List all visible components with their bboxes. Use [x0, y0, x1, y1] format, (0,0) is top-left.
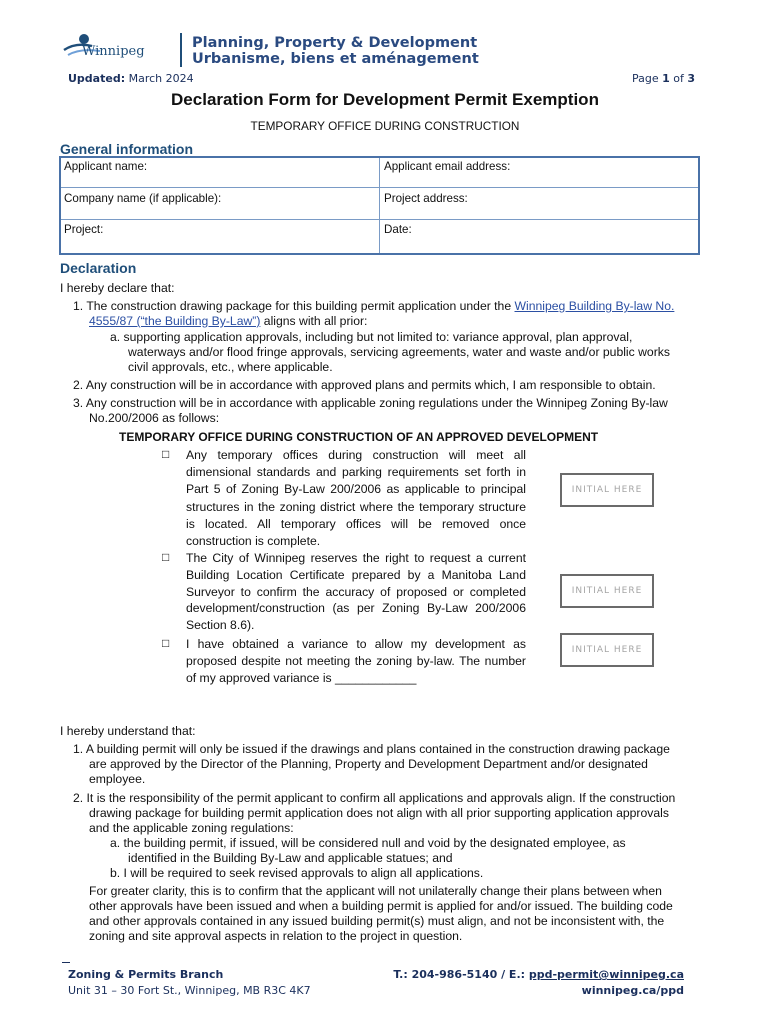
building-bylaw-link-cont[interactable]: 4555/87 (“the Building By-Law”) [89, 314, 261, 328]
city-logo [62, 30, 174, 66]
date-field[interactable]: Date: [384, 223, 412, 236]
understand-item-2a: a. the building permit, if issued, will be considered null and void by the designated employee, as [110, 836, 626, 850]
footer-website[interactable]: winnipeg.ca/ppd [581, 984, 684, 997]
declaration-heading: Declaration [60, 260, 137, 276]
general-info-heading: General information [60, 141, 194, 157]
footer-email-link[interactable]: ppd-permit@winnipeg.ca [528, 968, 684, 981]
declare-item-1a-l2: waterways and/or flood fringe approvals, servicing agreements, water and waste and/or public works [128, 345, 670, 359]
declare-item-2: 2. Any construction will be in accordance with approved plans and permits which, I am responsible to obtain. [73, 378, 656, 392]
clarity-l2: other approvals have been issued and when a building permit is applied for and/or issued. The building code [89, 899, 673, 913]
checkbox-3[interactable]: □ [162, 636, 170, 650]
table-col-divider [379, 158, 380, 253]
footer-branch: Zoning & Permits Branch [68, 968, 224, 981]
footer-rule [62, 962, 70, 963]
check-2-text: The City of Winnipeg reserves the right to request a current Building Location Certificate prepared by a Manitoba Land Surveyor to confirm the accuracy of proposed or completed development/construction (as per Zoning By-Law 200/2006 Section 8.6). [186, 551, 526, 633]
building-bylaw-link[interactable]: Winnipeg Building By-law No. [514, 299, 675, 313]
page-subtitle: TEMPORARY OFFICE DURING CONSTRUCTION [250, 119, 520, 133]
project-field[interactable]: Project: [64, 223, 104, 236]
clarity-l1: For greater clarity, this is to confirm that the applicant will not unilaterally change their plans between when [89, 884, 662, 898]
check-1-text: Any temporary offices during construction will meet all dimensional standards and parking requirements set forth in Part 5 of Zoning By-Law 200/2006 as applicable to principal structures in the zoning district where the temporary structure is located. All temporary offices will be removed once construction is complete. [186, 448, 526, 549]
header-divider [180, 33, 182, 67]
declare-item-1a-l3: civil approvals, etc., where applicable. [128, 360, 333, 374]
dept-name-en: Planning, Property & Development [192, 35, 478, 51]
declare-item-3-l2: No.200/2006 as follows: [89, 411, 220, 425]
initial-here-box-2[interactable]: INITIAL HERE [560, 574, 654, 608]
company-name-field[interactable]: Company name (if applicable): [64, 192, 222, 205]
understand-item-1: 1. A building permit will only be issued if the drawings and plans contained in the construction drawing package [73, 742, 670, 756]
declare-item-1-cont: 4555/87 (“the Building By-Law”) aligns with all prior: [89, 314, 368, 328]
declare-item-3: 3. Any construction will be in accordance with applicable zoning regulations under the Winnipeg Zoning By-law [73, 396, 668, 410]
understand-item-1-l2: are approved by the Director of the Planning, Property and Development Department and/or designated [89, 757, 648, 771]
checkbox-1[interactable]: □ [162, 447, 170, 461]
applicant-name-field[interactable]: Applicant name: [64, 160, 148, 173]
understand-item-2a-l2: identified in the Building By-Law and applicable statues; and [128, 851, 453, 865]
declare-intro: I hereby declare that: [60, 281, 175, 295]
project-address-field[interactable]: Project address: [384, 192, 468, 205]
checkbox-2[interactable]: □ [162, 550, 170, 564]
declare-item-1a: a. supporting application approvals, including but not limited to: variance approval, plan approval, [110, 330, 633, 344]
understand-item-2-l2: drawing package for building permit application does not align with all prior supporting application approvals [89, 806, 669, 820]
dept-name-fr: Urbanisme, biens et aménagement [192, 51, 479, 67]
declare-item-1: 1. The construction drawing package for this building permit application under the Winnipeg Building By-law No. [73, 299, 675, 313]
temporary-office-heading: TEMPORARY OFFICE DURING CONSTRUCTION OF AN APPROVED DEVELOPMENT [119, 430, 599, 444]
clarity-l4: zoning and site approval aspects in relation to the project in question. [89, 929, 463, 943]
understand-item-2-l3: and the applicable zoning regulations: [89, 821, 294, 835]
check-3-text: I have obtained a variance to allow my development as proposed despite not meeting the zoning by-law. The number of my approved variance is ____________ [186, 637, 526, 685]
initial-here-box-3[interactable]: INITIAL HERE [560, 633, 654, 667]
footer-address: Unit 31 – 30 Fort St., Winnipeg, MB R3C 4K7 [68, 984, 311, 997]
clarity-l3: and other approvals contained in any issued building permit(s) must align, and not be inconsistent with, the [89, 914, 665, 928]
page-title: Declaration Form for Development Permit Exemption [171, 90, 599, 109]
understand-item-1-l3: employee. [89, 772, 146, 786]
understand-intro: I hereby understand that: [60, 724, 196, 738]
understand-item-2: 2. It is the responsibility of the permit applicant to confirm all applications and approvals align. If the construction [73, 791, 676, 805]
footer-contact: T.: 204-986-5140 / E.: ppd-permit@winnipeg.ca [393, 968, 684, 981]
updated-date: Updated: March 2024 [68, 72, 194, 85]
general-info-table [59, 156, 700, 255]
initial-here-box-1[interactable]: INITIAL HERE [560, 473, 654, 507]
logo-wordmark: Winnipeg [82, 44, 145, 59]
page-indicator: Page 1 of 3 [632, 72, 696, 85]
applicant-email-field[interactable]: Applicant email address: [384, 160, 511, 173]
understand-item-2b: b. I will be required to seek revised approvals to align all applications. [110, 866, 484, 880]
